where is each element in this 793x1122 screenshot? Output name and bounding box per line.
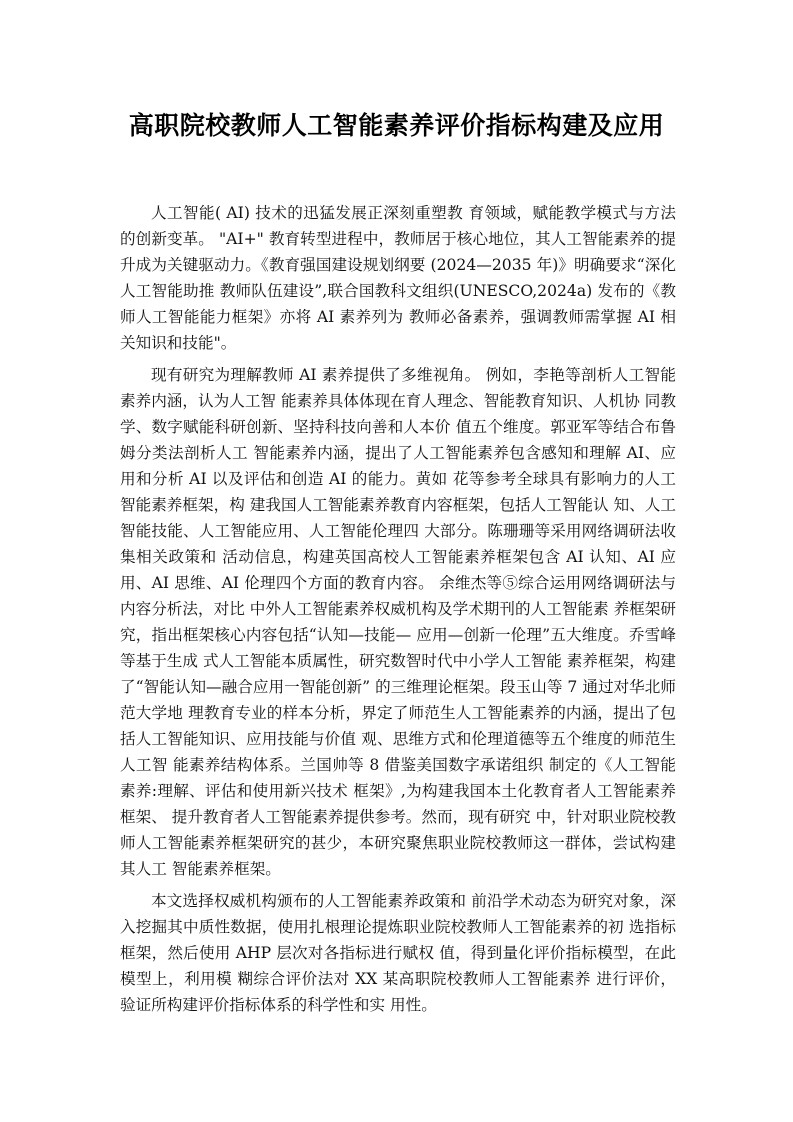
paragraph-research-method: 本文选择权威机构颁布的人工智能素养政策和 前沿学术动态为研究对象，深入挖掘其中质性数据，使用扎根理论提炼职业院校教师人工智能素养的初 选指标框架，然后使用 AHP 层次对各指标进行赋权 值，得到量化评价指标模型，在此模型上，利用模 糊综合评价法对 XX 某高职院校教师人工智能素养 进行评价，验证所构建评价指标体系的科学性和实 用性。 xyxy=(120,892,676,1014)
paragraph-introduction: 人工智能( AI) 技术的迅猛发展正深刻重塑教 育领域，赋能教学模式与方法的创新变革。 "AI+" 教育转型进程中，教师居于核心地位，其人工智能素养的提升成为关键驱动力。《教育强国建设规划纲要 (2024—2035 年)》明确要求“深化人工智能助推 教师队伍建设”,联合国教科文组织(UNESCO,2024a) 发布的《教师人工智能能力框架》亦将 AI 素养列为 教师必备素养，强调教师需掌握 AI 相关知识和技能"。 xyxy=(120,204,676,352)
paragraph-literature-review: 现有研究为理解教师 AI 素养提供了多维视角。 例如，李艳等剖析人工智能素养内涵，认为人工智 能素养具体体现在育人理念、智能教育知识、人机协 同教学、数字赋能科研创新、坚持科技向善和人本价 值五个维度。郭亚军等结合布鲁姆分类法剖析人工 智能素养内涵，提出了人工智能素养包含感知和理解 AI、应用和分析 AI 以及评估和创造 AI 的能力。黄如 花等参考全球具有影响力的人工智能素养框架，构 建我国人工智能素养教育内容框架，包括人工智能认 知、人工智能技能、人工智能应用、人工智能伦理四 大部分。陈珊珊等采用网络调研法收集相关政策和 活动信息，构建英国高校人工智能素养框架包含 AI 认知、AI 应用、AI 思维、AI 伦理四个方面的教育内容。 余维杰等⑤综合运用网络调研法与内容分析法，对比 中外人工智能素养权威机构及学术期刊的人工智能素 养框架研究，指出框架核心内容包括“认知—技能— 应用—创新一伦理”五大维度。乔雪峰等基于生成 式人工智能本质属性，研究数智时代中小学人工智能 素养框架，构建了“智能认知—融合应用一智能创新” 的三维理论框架。段玉山等 7 通过对华北师范大学地 理教育专业的样本分析，界定了师范生人工智能素养的内涵，提出了包括人工智能知识、应用技能与价值 观、思维方式和伦理道德等五个维度的师范生人工智 能素养结构体系。兰国帅等 8 借鉴美国数字承诺组织 制定的《人工智能素养:理解、评估和使用新兴技术 框架》,为构建我国本土化教育者人工智能素养框架、 提升教育者人工智能素养提供参考。然而，现有研究 中，针对职业院校教师人工智能素养框架研究的甚少，本研究聚焦职业院校教师这一群体，尝试构建其人工 智能素养框架。 xyxy=(120,366,676,878)
document-title: 高职院校教师人工智能素养评价指标构建及应用 xyxy=(128,111,665,140)
document-body xyxy=(120,200,676,1020)
